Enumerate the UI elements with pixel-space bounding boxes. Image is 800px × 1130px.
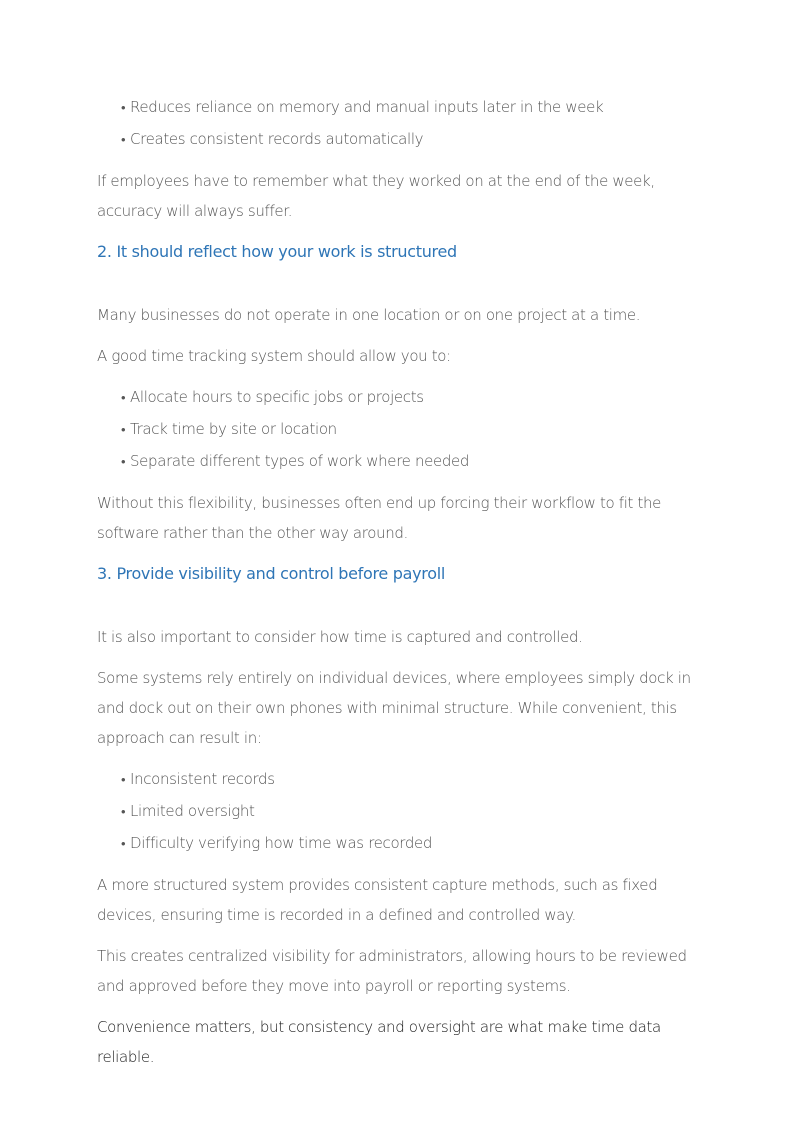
section2-bullet-list (97, 382, 709, 478)
section2-paragraph-3: Without this flexibility, businesses often end up forcing their workflow to fit the software rather than the other way around. (97, 494, 662, 542)
list-item-text: Creates consistent records automatically (130, 130, 424, 148)
intro-paragraph: If employees have to remember what they worked on at the end of the week, accuracy will always suffer. (97, 172, 655, 220)
section3-paragraph-3: A more structured system provides consistent capture methods, such as fixed devices, ensuring time is recorded in a defined and controlled way. (97, 876, 658, 924)
list-item-text: Track time by site or location (130, 420, 337, 438)
list-item (121, 446, 709, 478)
bullet-icon: • (121, 391, 126, 406)
bullet-icon: • (121, 455, 126, 470)
section-heading-3: 3. Provide visibility and control before payroll (97, 564, 445, 583)
section2-paragraph-1: Many businesses do not operate in one location or on one project at a time. (97, 306, 641, 324)
bullet-icon: • (121, 423, 126, 438)
bullet-icon: • (121, 133, 126, 148)
section-heading-2: 2. It should reflect how your work is structured (97, 242, 457, 261)
list-item (121, 92, 709, 124)
list-item (121, 382, 709, 414)
bullet-icon: • (121, 805, 126, 820)
closing-statement: Convenience matters, but consistency and oversight are what make time data reliable. (97, 1018, 661, 1066)
list-item (121, 124, 709, 156)
section3-bullet-list (97, 764, 709, 860)
list-item-text: Separate different types of work where needed (130, 452, 470, 470)
list-item-text: Difficulty verifying how time was recorded (130, 834, 433, 852)
section3-paragraph-2: Some systems rely entirely on individual devices, where employees simply dock in and dock out on their own phones with minimal structure. While convenient, this approach can result in: (97, 669, 691, 747)
intro-bullet-list (97, 92, 709, 156)
list-item (121, 414, 709, 446)
list-item (121, 796, 709, 828)
section2-paragraph-2: A good time tracking system should allow you to: (97, 347, 451, 365)
bullet-icon: • (121, 101, 126, 116)
bullet-icon: • (121, 837, 126, 852)
bullet-icon: • (121, 773, 126, 788)
list-item-text: Limited oversight (130, 802, 255, 820)
list-item-text: Reduces reliance on memory and manual inputs later in the week (130, 98, 604, 116)
document-page (97, 92, 709, 1083)
section3-paragraph-4: This creates centralized visibility for administrators, allowing hours to be reviewed and approved before they move into payroll or reporting systems. (97, 947, 687, 995)
list-item (121, 764, 709, 796)
list-item-text: Allocate hours to specific jobs or projects (130, 388, 424, 406)
section3-paragraph-1: It is also important to consider how time is captured and controlled. (97, 628, 583, 646)
list-item (121, 828, 709, 860)
list-item-text: Inconsistent records (130, 770, 275, 788)
